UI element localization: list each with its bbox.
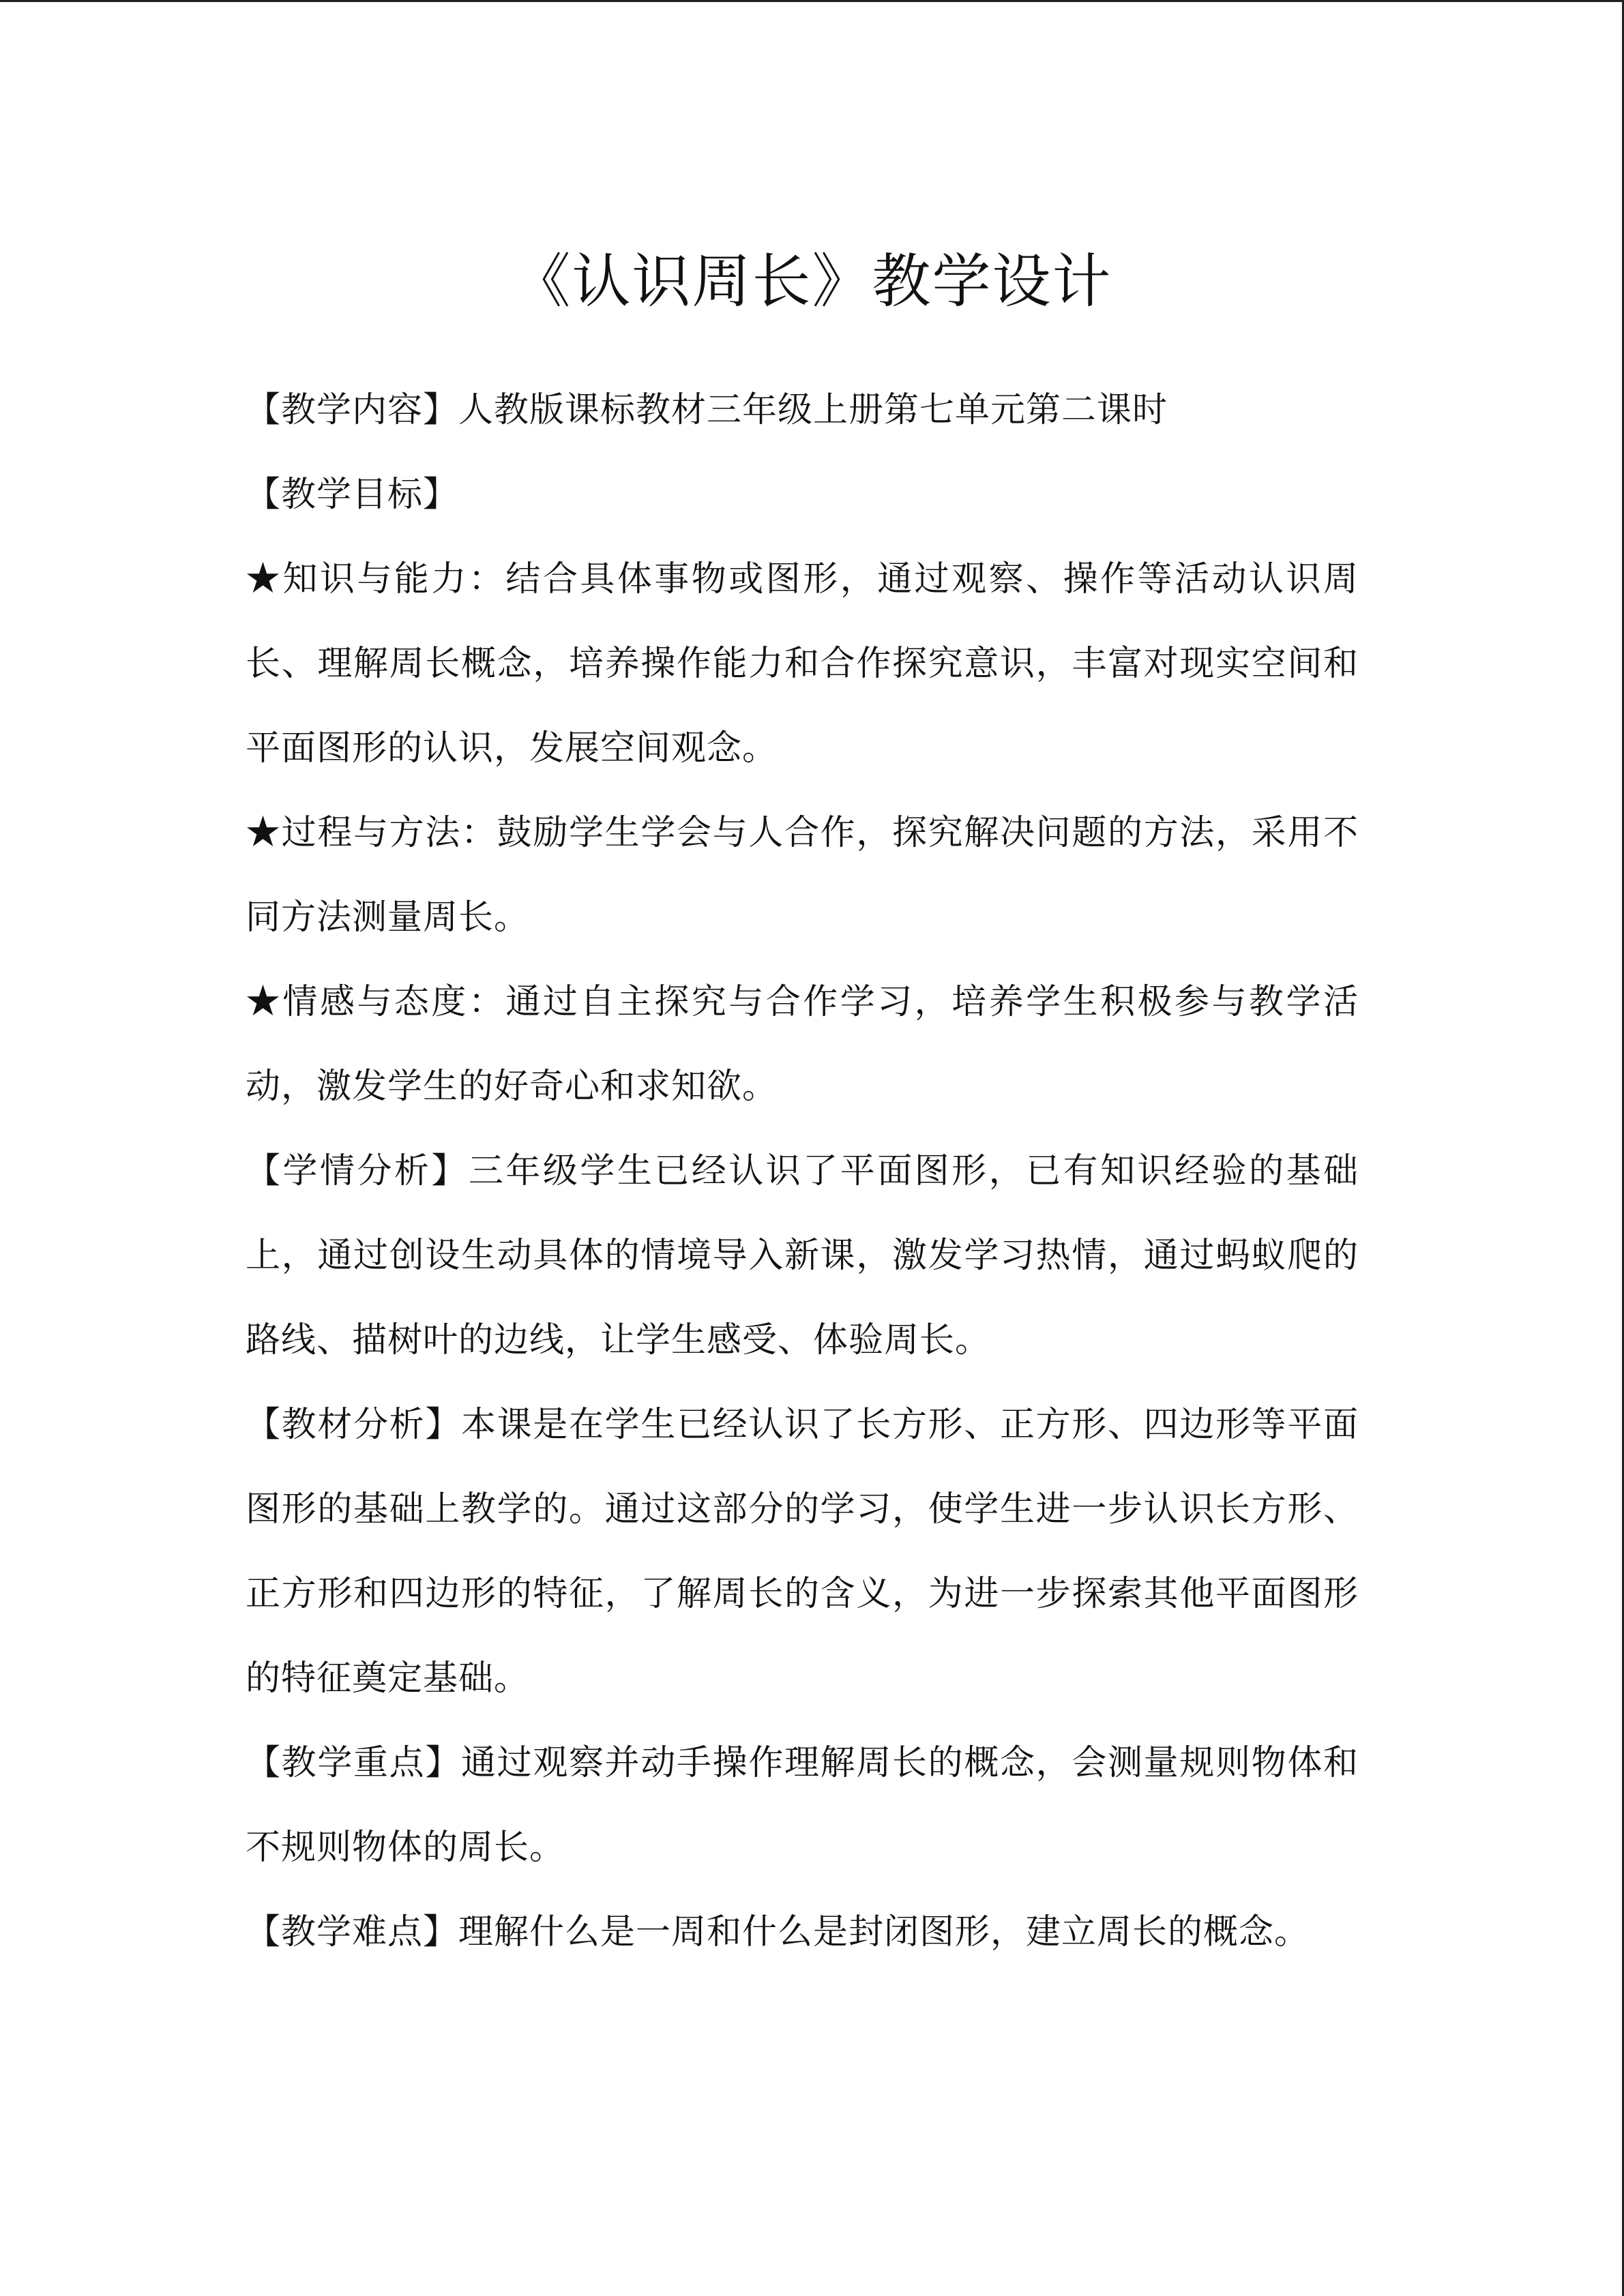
document-title: 《认识周长》教学设计 <box>512 247 1112 316</box>
document-body <box>246 368 1359 1975</box>
paragraph-material-analysis: 【教材分析】本课是在学生已经认识了长方形、正方形、四边形等平面图形的基础上教学的。通过这部分的学习，使学生进一步认识长方形、正方形和四边形的特征，了解周长的含义，为进一步探索其他平面图形的特征奠定基础。 <box>246 1405 1359 1699</box>
paragraph-student-analysis: 【学情分析】三年级学生已经认识了平面图形，已有知识经验的基础上，通过创设生动具体的情境导入新课，激发学习热情，通过蚂蚁爬的路线、描树叶的边线，让学生感受、体验周长。 <box>246 1151 1359 1360</box>
paragraph-key-points: 【教学重点】通过观察并动手操作理解周长的概念，会测量规则物体和不规则物体的周长。 <box>246 1743 1359 1868</box>
paragraph-difficulties: 【教学难点】理解什么是一周和什么是封闭图形，建立周长的概念。 <box>246 1912 1310 1952</box>
paragraph-emotion-attitude: ★情感与态度：通过自主探究与合作学习，培养学生积极参与教学活动，激发学生的好奇心和求知欲。 <box>246 982 1359 1107</box>
paragraph-teaching-goals-heading: 【教学目标】 <box>246 475 459 515</box>
paragraph-knowledge-ability: ★知识与能力：结合具体事物或图形，通过观察、操作等活动认识周长、理解周长概念，培养操作能力和合作探究意识，丰富对现实空间和平面图形的认识，发展空间观念。 <box>246 559 1359 769</box>
page-border-top <box>0 0 1624 2</box>
paragraph-teaching-content: 【教学内容】人教版课标教材三年级上册第七单元第二课时 <box>246 390 1168 430</box>
paragraph-process-method: ★过程与方法：鼓励学生学会与人合作，探究解决问题的方法，采用不同方法测量周长。 <box>246 813 1359 938</box>
